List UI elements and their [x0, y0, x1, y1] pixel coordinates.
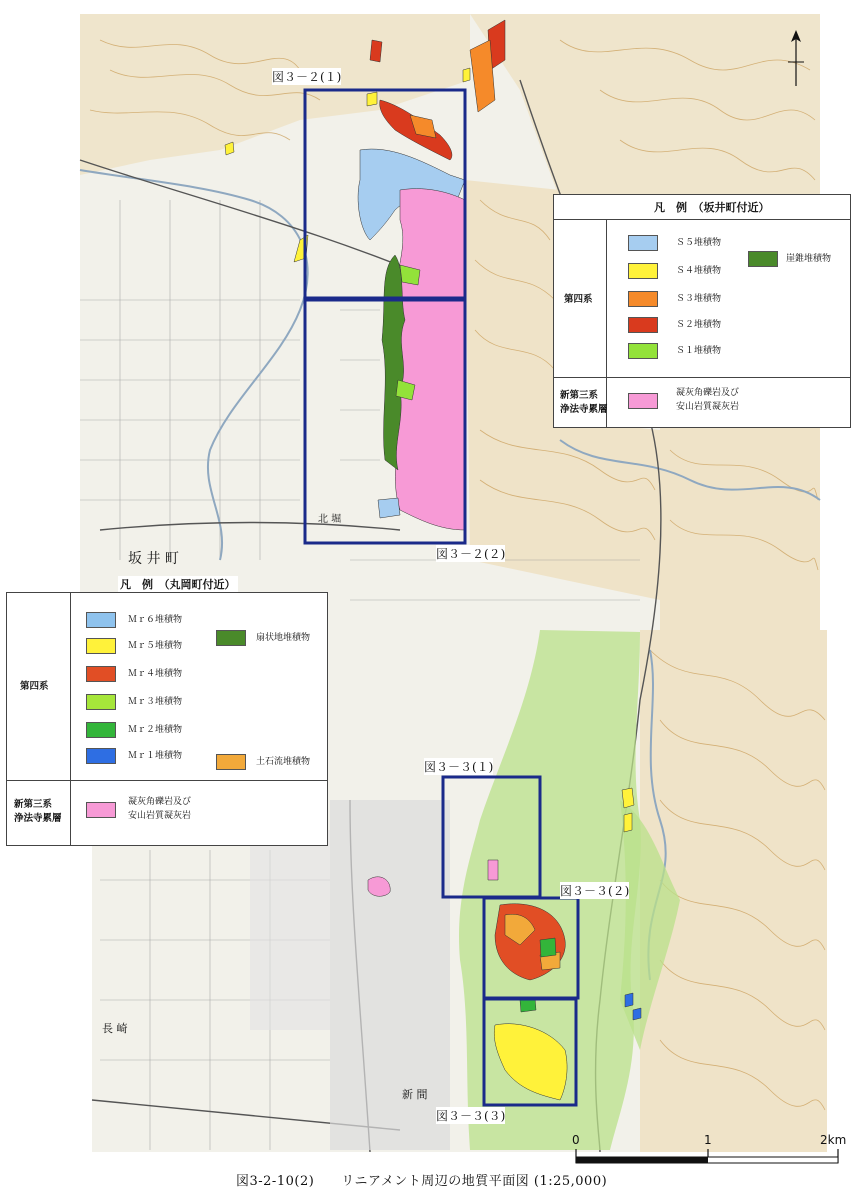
- label-box-3-3-3: 図３－３(３): [436, 1109, 506, 1123]
- hill-area-right-mid: [660, 425, 820, 630]
- legend-maruoka: [6, 578, 328, 846]
- legend-sakai-group-neogene-2: 浄法寺累層: [560, 404, 608, 415]
- legend-maruoka-title: 凡 例 （丸岡町付近）: [120, 578, 236, 591]
- legend-item-mr2: Ｍｒ２堆積物: [128, 725, 183, 735]
- swatch-talus: [748, 251, 778, 267]
- scale-tick-1: 1: [704, 1133, 712, 1147]
- swatch-mr4: [86, 666, 116, 682]
- legend-item-mr6: Ｍｒ６堆積物: [128, 615, 183, 625]
- swatch-debris: [216, 754, 246, 770]
- legend-item-tuff-sakai-2: 安山岩質凝灰岩: [676, 402, 740, 412]
- swatch-mr2: [86, 722, 116, 738]
- scale-tick-0: 0: [572, 1133, 580, 1147]
- place-kitahori: 北 堀: [318, 514, 342, 525]
- legend-sakai: [553, 194, 851, 428]
- scale-bar: [572, 1133, 847, 1169]
- label-box-3-3-2: 図３－３(２): [560, 884, 630, 898]
- legend-item-tuff-maruoka-2: 安山岩質凝灰岩: [128, 811, 192, 821]
- swatch-s5: [628, 235, 658, 251]
- swatch-s3: [628, 291, 658, 307]
- legend-item-tuff-sakai-1: 凝灰角礫岩及び: [676, 388, 740, 398]
- legend-item-mr4: Ｍｒ４堆積物: [128, 669, 183, 679]
- legend-maruoka-group-neogene-2: 浄法寺累層: [14, 813, 62, 824]
- swatch-mr3: [86, 694, 116, 710]
- unit-s5-small-sakai: [378, 498, 400, 518]
- legend-maruoka-group-quaternary: 第四系: [20, 681, 49, 692]
- north-arrow-icon: [782, 28, 810, 90]
- label-box-3-2-2: 図３－２(２): [436, 547, 506, 561]
- legend-sakai-group-neogene-1: 新第三系: [560, 390, 599, 401]
- scale-tick-2: 2km: [820, 1133, 847, 1147]
- legend-item-mr1: Ｍｒ１堆積物: [128, 751, 183, 761]
- place-sakai: 坂 井 町: [128, 551, 179, 567]
- legend-item-s5: Ｓ５堆積物: [676, 238, 722, 248]
- swatch-s4: [628, 263, 658, 279]
- legend-item-s1: Ｓ１堆積物: [676, 346, 722, 356]
- legend-sakai-title: 凡 例 （坂井町付近）: [654, 201, 770, 214]
- legend-item-mr5: Ｍｒ５堆積物: [128, 641, 183, 651]
- legend-item-tuff-maruoka-1: 凝灰角礫岩及び: [128, 797, 192, 807]
- legend-item-mr3: Ｍｒ３堆積物: [128, 697, 183, 707]
- legend-item-s3: Ｓ３堆積物: [676, 294, 722, 304]
- label-box-3-2-1: 図３－２(１): [272, 70, 342, 84]
- swatch-tuff-maruoka: [86, 802, 116, 818]
- scale-bar-graphic: [572, 1133, 842, 1169]
- legend-item-s2: Ｓ２堆積物: [676, 320, 722, 330]
- swatch-fan: [216, 630, 246, 646]
- swatch-s1: [628, 343, 658, 359]
- legend-sakai-group-quaternary: 第四系: [564, 294, 593, 305]
- place-shinma: 新 間: [402, 1088, 428, 1101]
- swatch-tuff-sakai: [628, 393, 658, 409]
- swatch-s2: [628, 317, 658, 333]
- legend-item-debris: 土石流堆積物: [256, 757, 311, 767]
- swatch-mr1: [86, 748, 116, 764]
- place-nagasaki: 長 崎: [102, 1022, 128, 1035]
- figure-caption: 図3-2-10(2) リニアメント周辺の地質平面図 (1:25,000): [236, 1174, 608, 1189]
- legend-maruoka-group-neogene-1: 新第三系: [14, 799, 53, 810]
- legend-item-fan: 扇状地堆積物: [256, 633, 311, 643]
- legend-item-talus: 崖錐堆積物: [786, 254, 832, 264]
- swatch-mr6: [86, 612, 116, 628]
- label-box-3-3-1: 図３－３(１): [424, 760, 494, 774]
- swatch-mr5: [86, 638, 116, 654]
- legend-item-s4: Ｓ４堆積物: [676, 266, 722, 276]
